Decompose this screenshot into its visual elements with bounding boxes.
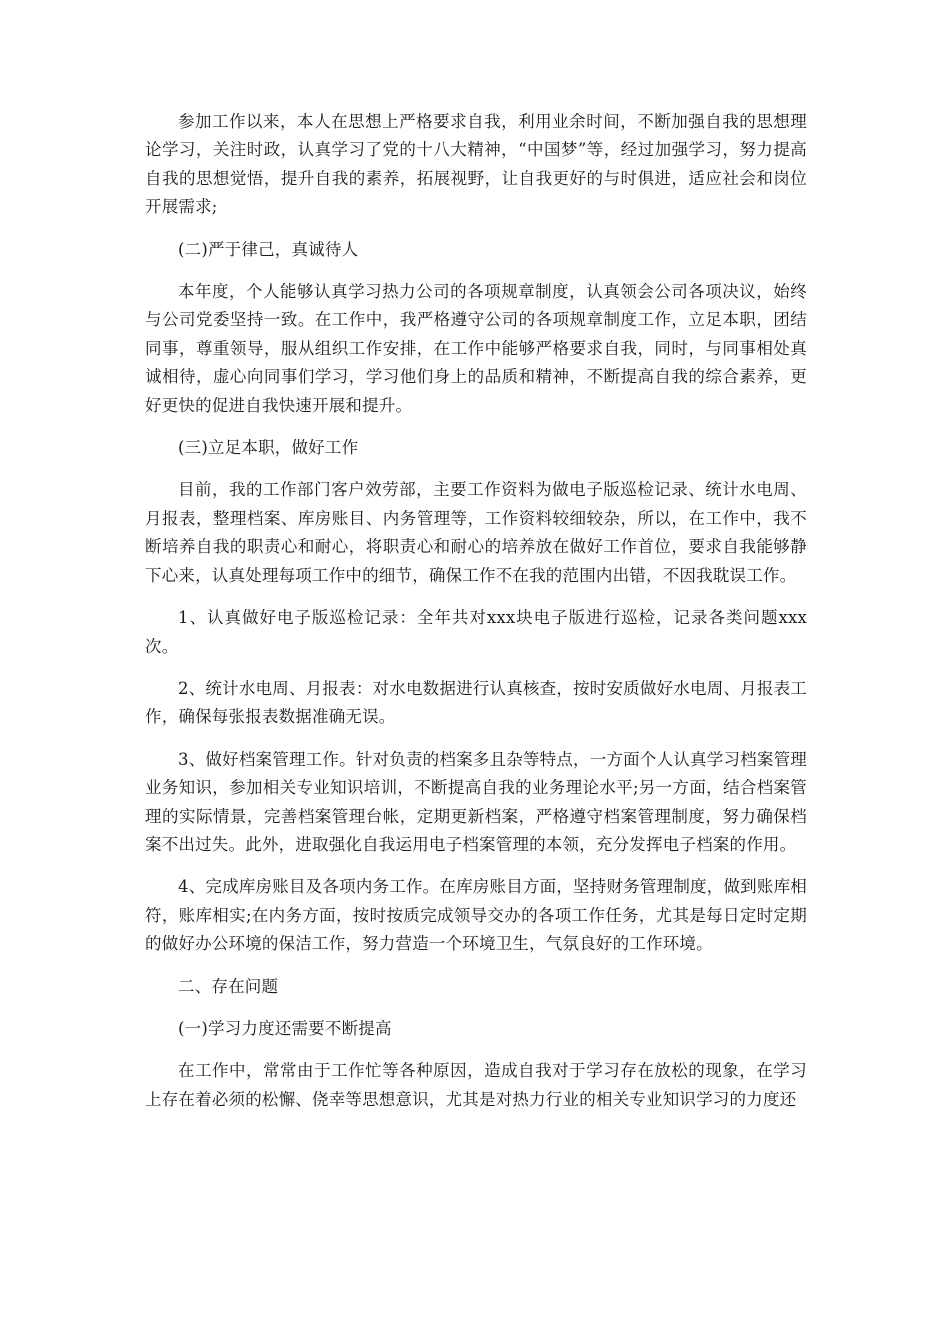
paragraph-study-problems: 在工作中，常常由于工作忙等各种原因，造成自我对于学习存在放松的现象，在学习上存在着必须的松懈、侥幸等思想意识，尤其是对热力行业的相关专业知识学习的力度还	[145, 1061, 807, 1109]
list-item-archive-management: 3、做好档案管理工作。针对负责的档案多且杂等特点，一方面个人认真学习档案管理业务知识，参加相关专业知识培训，不断提高自我的业务理论水平;另一方面，结合档案管理的实际情景，完善档案管理台帐，定期更新档案，严格遵守档案管理制度，努力确保档案不出过失。此外，进取强化自我运用电子档案管理的本领，充分发挥电子档案的作用。	[145, 749, 807, 854]
document-page	[145, 108, 807, 1114]
subsection-heading-study-intensity: (一)学习力度还需要不断提高	[178, 1018, 392, 1038]
section-heading-existing-problems: 二、存在问题	[178, 976, 279, 996]
section-heading-job-duties: (三)立足本职，做好工作	[178, 438, 359, 458]
paragraph-thought-study: 参加工作以来，本人在思想上严格要求自我，利用业余时间，不断加强自我的思想理论学习，关注时政，认真学习了党的十八大精神，“中国梦”等，经过加强学习，努力提高自我的思想觉悟，提升自我的素养，拓展视野，让自我更好的与时俱进，适应社会和岗位开展需求;	[145, 112, 807, 217]
paragraph-self-discipline: 本年度，个人能够认真学习热力公司的各项规章制度，认真领会公司各项决议，始终与公司党委坚持一致。在工作中，我严格遵守公司的各项规章制度工作，立足本职，团结同事，尊重领导，服从组织工作安排，在工作中能够严格要求自我，同时，与同事相处真诚相待，虚心向同事们学习，学习他们身上的品质和精神，不断提高自我的综合素养，更好更快的促进自我快速开展和提升。	[145, 282, 807, 415]
list-item-utility-reports: 2、统计水电周、月报表：对水电数据进行认真核查，按时安质做好水电周、月报表工作，确保每张报表数据准确无误。	[145, 678, 807, 727]
section-heading-self-discipline: (二)严于律己，真诚待人	[178, 239, 359, 259]
list-item-inspection-records: 1、认真做好电子版巡检记录：全年共对xxx块电子版进行巡检，记录各类问题xxx次。	[145, 608, 807, 656]
paragraph-job-duties: 目前，我的工作部门客户效劳部，主要工作资料为做电子版巡检记录、统计水电周、月报表，整理档案、库房账目、内务管理等，工作资料较细较杂，所以，在工作中，我不断培养自我的职责心和耐心，将职责心和耐心的培养放在做好工作首位，要求自我能够静下心来，认真处理每项工作中的细节，确保工作不在我的范围内出错，不因我耽误工作。	[145, 480, 807, 585]
list-item-warehouse-accounts: 4、完成库房账目及各项内务工作。在库房账目方面，坚持财务管理制度，做到账库相符，账库相实;在内务方面，按时按质完成领导交办的各项工作任务，尤其是每日定时定期的做好办公环境的保洁工作，努力营造一个环境卫生，气氛良好的工作环境。	[145, 877, 807, 954]
